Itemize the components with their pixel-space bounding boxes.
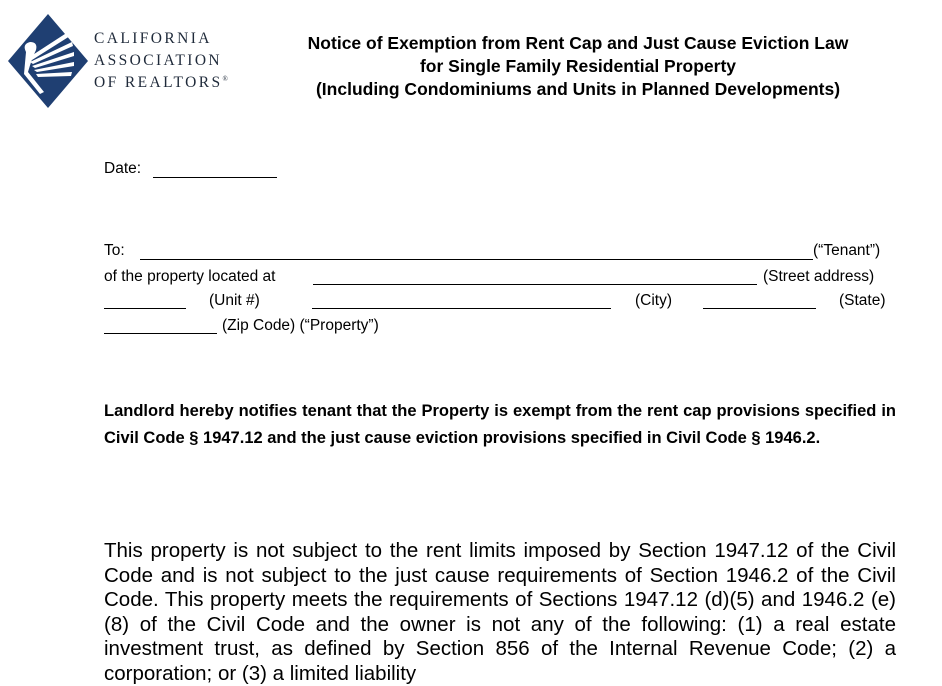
org-name-line-3-text: OF REALTORS (94, 74, 223, 91)
to-label: To: (104, 242, 125, 259)
unit-field[interactable] (104, 308, 186, 309)
state-label: (State) (839, 292, 886, 309)
exemption-statement: This property is not subject to the rent limits imposed by Section 1947.12 of the Civil Code and is not subject to the just cause requirements of Section 1946.2 of the Civil Code. This property meets the requirements of Sections 1947.12 (d)(5) and 1946.2 (e)(8) of the Civil Code and the owner is not any of the following: (1) a real estate investment trust, as defined by Section 856 of the Internal Revenue Code; (2) a corporation; or (3) a limited liability (104, 539, 896, 685)
car-logo-icon (8, 14, 88, 108)
document-title-line-2: for Single Family Residential Property (419, 56, 737, 76)
unit-label: (Unit #) (209, 292, 260, 309)
state-field[interactable] (703, 308, 816, 309)
document-title-line-1: Notice of Exemption from Rent Cap and Just Cause Eviction Law (307, 33, 849, 53)
street-address-label: (Street address) (763, 268, 875, 285)
tenant-name-field[interactable] (140, 259, 813, 260)
zip-code-field[interactable] (104, 333, 217, 334)
date-field[interactable] (153, 177, 277, 178)
street-address-field[interactable] (313, 284, 757, 285)
registered-mark: ® (222, 74, 228, 83)
property-label: of the property located at (104, 268, 276, 285)
tenant-label: (“Tenant”) (813, 242, 881, 259)
date-label: Date: (104, 160, 142, 177)
city-label: (City) (635, 292, 673, 309)
org-name-line-3 (94, 74, 228, 92)
zip-code-label: (Zip Code) (“Property”) (222, 317, 379, 334)
org-name-line-2: ASSOCIATION (94, 52, 223, 69)
exemption-notice: Landlord hereby notifies tenant that the Property is exempt from the rent cap provisions specified in Civil Code § 1947.12 and the just cause eviction provisions specified in Civil Code § 1946.2. (104, 402, 896, 447)
org-name-line-1: CALIFORNIA (94, 30, 212, 47)
city-field[interactable] (312, 308, 611, 309)
document-title-line-3: (Including Condominiums and Units in Planned Developments) (315, 79, 841, 99)
